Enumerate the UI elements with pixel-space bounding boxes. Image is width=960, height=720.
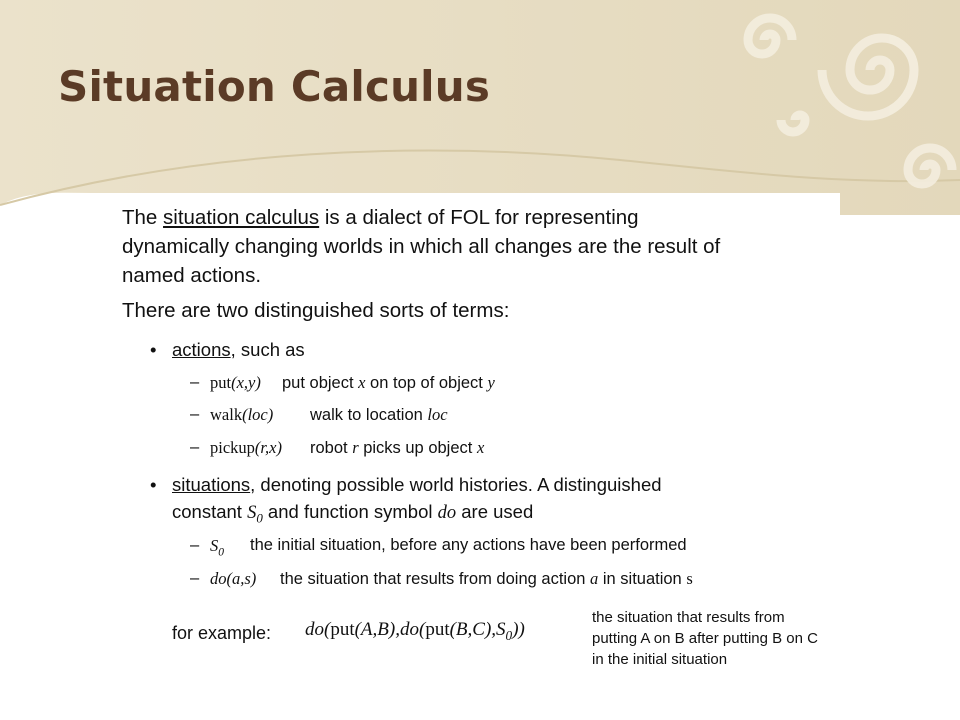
bullet-dot: • xyxy=(150,474,157,495)
example-expression xyxy=(305,619,525,644)
desc-text: robot xyxy=(310,439,353,457)
desc-text: in situation xyxy=(598,570,687,588)
symbol-s: S xyxy=(210,536,219,555)
symbol-do: do(a,s) xyxy=(210,569,257,588)
desc-text: put object xyxy=(282,374,359,392)
dash: – xyxy=(190,405,200,423)
sorts-paragraph: There are two distinguished sorts of terms: xyxy=(122,299,510,322)
action-args: (loc) xyxy=(242,405,274,424)
var: s xyxy=(686,569,693,588)
intro-text: named actions. xyxy=(122,264,262,287)
action-name: pickup xyxy=(210,438,255,457)
bullet-text: are used xyxy=(456,501,534,522)
term-situation-calculus: situation calculus xyxy=(163,206,320,229)
intro-text: is a dialect of FOL for representing xyxy=(319,206,639,229)
desc-text: on top of object xyxy=(365,374,488,392)
desc-text: picks up object xyxy=(358,439,477,457)
term-situations: situations xyxy=(172,474,251,495)
bullet-text: constant xyxy=(172,501,248,522)
desc-text: the situation that results from doing action xyxy=(280,570,591,588)
expr-part: put xyxy=(330,619,355,640)
expr-part: (A,B), xyxy=(354,619,400,640)
example-label: for example: xyxy=(172,623,272,643)
expr-part: do( xyxy=(305,619,331,640)
var: x xyxy=(358,373,366,392)
desc-text: the initial situation, before any actions have been performed xyxy=(250,536,687,554)
action-args: (r,x) xyxy=(254,438,282,457)
slide-content xyxy=(92,193,838,720)
subscript: 0 xyxy=(218,546,225,559)
action-name: put xyxy=(210,373,232,392)
dash: – xyxy=(190,373,200,391)
var: a xyxy=(590,569,599,588)
slide-title: Situation Calculus xyxy=(58,62,491,111)
expr-part: put xyxy=(425,619,450,640)
intro-text: The xyxy=(122,206,164,229)
bullet-dot: • xyxy=(150,339,157,360)
subscript: 0 xyxy=(505,627,513,643)
term-actions: actions xyxy=(172,339,231,360)
bullet-text: and function symbol xyxy=(262,501,438,522)
expr-part: S xyxy=(496,619,506,640)
dash: – xyxy=(190,536,200,554)
desc-text: walk to location xyxy=(310,406,428,424)
expr-part: )) xyxy=(512,619,525,640)
dash: – xyxy=(190,438,200,456)
symbol-do: do xyxy=(437,503,457,523)
action-name: walk xyxy=(210,405,243,424)
dash: – xyxy=(190,569,200,587)
var: y xyxy=(487,373,495,392)
subscript: 0 xyxy=(256,510,263,526)
var: r xyxy=(352,438,359,457)
var: loc xyxy=(427,405,448,424)
action-args: (x,y) xyxy=(231,373,261,392)
example-comment: the situation that results from putting A on B after putting B on C in the initial situation xyxy=(592,609,818,668)
var: x xyxy=(476,438,485,457)
expr-part: (B,C), xyxy=(449,619,497,640)
bullet-text: , denoting possible world histories. A distinguished xyxy=(250,474,662,495)
expr-part: do( xyxy=(399,619,426,640)
intro-paragraph xyxy=(122,203,720,290)
intro-text: dynamically changing worlds in which all changes are the result of xyxy=(122,235,721,258)
symbol-s: S xyxy=(247,503,257,523)
bullet-text: , such as xyxy=(230,339,305,360)
